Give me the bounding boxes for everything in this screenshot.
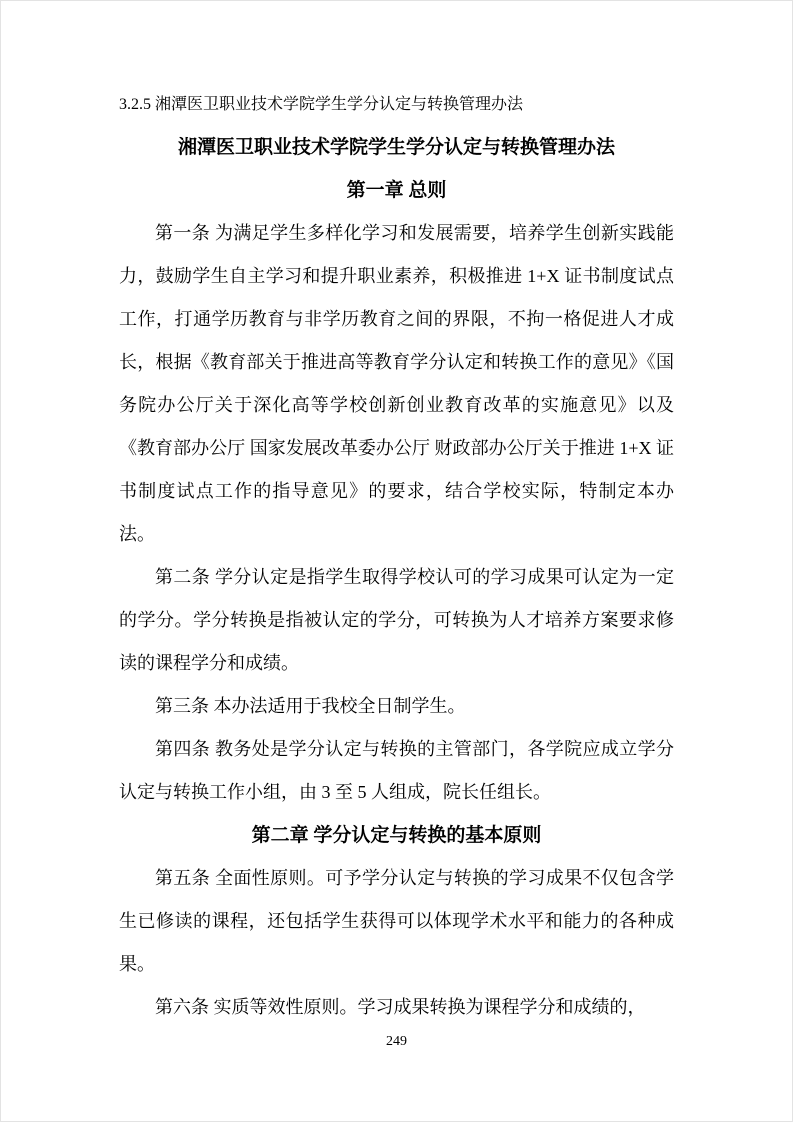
page-number: 249 xyxy=(386,1034,407,1049)
document-title: 湘潭医卫职业技术学院学生学分认定与转换管理办法 xyxy=(177,137,615,158)
chapter-2-heading: 第二章 学分认定与转换的基本原则 xyxy=(251,825,542,846)
paragraph-article-2: 第二条 学分认定是指学生取得学校认可的学习成果可认定为一定的学分。学分转换是指被认定的学分，可转换为人才培养方案要求修读的课程学分和成绩。 xyxy=(119,567,674,673)
paragraph-article-4: 第四条 教务处是学分认定与转换的主管部门，各学院应成立学分认定与转换工作小组，由 3 至 5 人组成，院长任组长。 xyxy=(119,739,674,802)
paragraph-article-5: 第五条 全面性原则。可予学分认定与转换的学习成果不仅包含学生已修读的课程，还包括学生获得可以体现学术水平和能力的各种成果。 xyxy=(119,868,674,974)
document-content xyxy=(1,1,792,1029)
section-heading: 3.2.5 湘潭医卫职业技术学院学生学分认定与转换管理办法 xyxy=(119,96,524,113)
paragraph-article-6: 第六条 实质等效性原则。学习成果转换为课程学分和成绩的， xyxy=(155,997,646,1017)
paragraph-article-1: 第一条 为满足学生多样化学习和发展需要，培养学生创新实践能力，鼓励学生自主学习和提升职业素养，积极推进 1+X 证书制度试点工作，打通学历教育与非学历教育之间的界限，不拘一格促进人才成长，根据《教育部关于推进高等教育学分认定和转换工作的意见》《国务院办公厅关于深化高等学校创新创业教育改革的实施意见》以及《教育部办公厅 国家发展改革委办公厅 财政部办公厅关于推进 1+X 证书制度试点工作的指导意见》的要求，结合学校实际，特制定本办法。 xyxy=(119,223,674,544)
chapter-1-heading: 第一章 总则 xyxy=(346,180,447,201)
paragraph-article-3: 第三条 本办法适用于我校全日制学生。 xyxy=(155,696,466,716)
